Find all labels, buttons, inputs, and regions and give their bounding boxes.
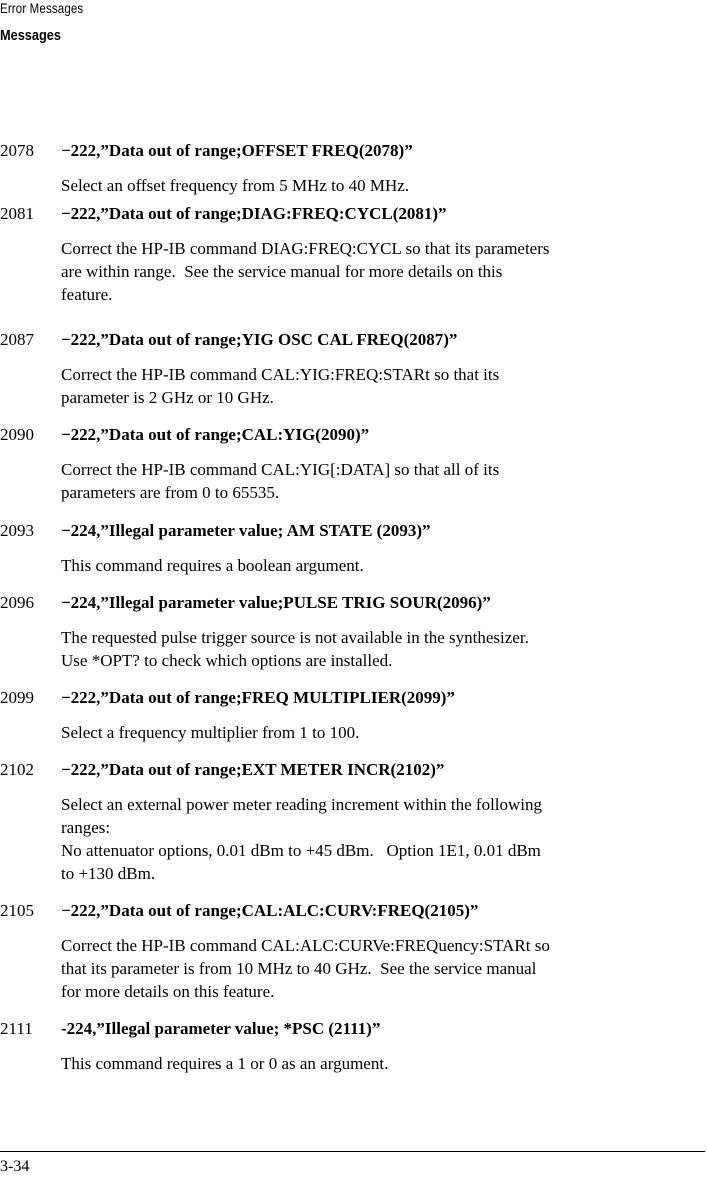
error-message: −222,”Data out of range;OFFSET FREQ(2078)” xyxy=(61,141,413,160)
error-message: −224,”Illegal parameter value; AM STATE (2093)” xyxy=(61,521,431,540)
error-code: 2111 xyxy=(0,1019,33,1038)
error-code: 2105 xyxy=(0,901,34,920)
page-title: Messages xyxy=(0,27,61,44)
error-description: Correct the HP-IB command CAL:ALC:CURVe:FREQuency:STARt so that its parameter is from 10 MHz to 40 GHz. See the service manual for more details on this feature. xyxy=(61,936,550,1001)
error-message-list xyxy=(0,139,707,1089)
error-code: 2099 xyxy=(0,688,34,707)
error-entry-2105 xyxy=(0,899,707,1017)
error-entry-2087 xyxy=(0,328,707,423)
error-description: The requested pulse trigger source is not available in the synthesizer. Use *OPT? to check which options are installed. xyxy=(61,628,529,670)
error-code: 2090 xyxy=(0,425,34,444)
error-code: 2078 xyxy=(0,141,34,160)
error-message: −224,”Illegal parameter value;PULSE TRIG SOUR(2096)” xyxy=(61,593,491,612)
error-code: 2087 xyxy=(0,330,34,349)
error-entry-2099 xyxy=(0,686,707,758)
error-entry-2090 xyxy=(0,423,707,519)
error-message: −222,”Data out of range;DIAG:FREQ:CYCL(2081)” xyxy=(61,204,447,223)
section-header: Error Messages xyxy=(0,0,84,16)
error-code: 2093 xyxy=(0,521,34,540)
error-message: −222,”Data out of range;YIG OSC CAL FREQ(2087)” xyxy=(61,330,458,349)
error-entry-2093 xyxy=(0,519,707,591)
error-description: Correct the HP-IB command CAL:YIG[:DATA] so that all of its parameters are from 0 to 65535. xyxy=(61,460,500,502)
error-description: Select an offset frequency from 5 MHz to 40 MHz. xyxy=(61,176,410,195)
error-entry-2102 xyxy=(0,758,707,899)
error-message: -224,”Illegal parameter value; *PSC (2111)” xyxy=(61,1019,381,1038)
page-number: 3-34 xyxy=(0,1158,30,1175)
error-description: This command requires a 1 or 0 as an argument. xyxy=(61,1054,389,1073)
error-description: Select an external power meter reading increment within the following ranges: No attenuator options, 0.01 dBm to +45 dBm. Option 1E1, 0.01 dBm to +130 dBm. xyxy=(61,795,543,883)
error-description: This command requires a boolean argument. xyxy=(61,556,364,575)
error-entry-2081 xyxy=(0,202,707,328)
error-message: −222,”Data out of range;FREQ MULTIPLIER(2099)” xyxy=(61,688,455,707)
error-description: Select a frequency multiplier from 1 to 100. xyxy=(61,723,360,742)
error-entry-2096 xyxy=(0,591,707,686)
error-code: 2081 xyxy=(0,204,34,223)
error-code: 2102 xyxy=(0,760,34,779)
error-entry-2078 xyxy=(0,139,707,202)
error-message: −222,”Data out of range;EXT METER INCR(2102)” xyxy=(61,760,445,779)
error-entry-2111 xyxy=(0,1017,707,1089)
footer-divider xyxy=(0,1151,705,1152)
error-description: Correct the HP-IB command DIAG:FREQ:CYCL so that its parameters are within range. See the service manual for more details on this feature. xyxy=(61,239,550,304)
error-code: 2096 xyxy=(0,593,34,612)
error-message: −222,”Data out of range;CAL:ALC:CURV:FREQ(2105)” xyxy=(61,901,479,920)
error-description: Correct the HP-IB command CAL:YIG:FREQ:STARt so that its parameter is 2 GHz or 10 GHz. xyxy=(61,365,500,407)
error-message: −222,”Data out of range;CAL:YIG(2090)” xyxy=(61,425,370,444)
